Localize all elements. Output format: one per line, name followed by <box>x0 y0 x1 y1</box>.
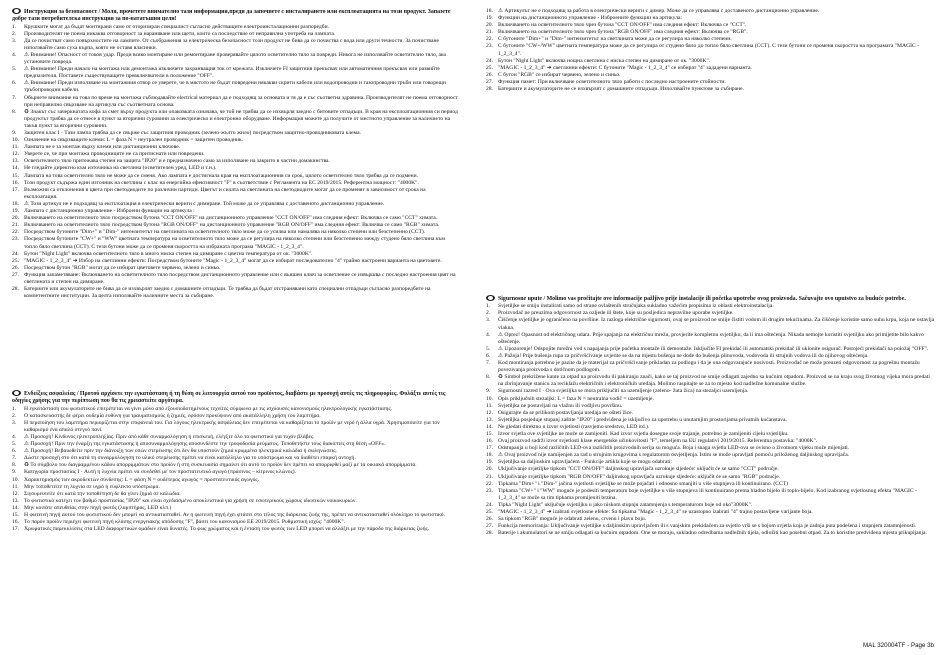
section-heading: Sigurnosne upute / Molimo vas pročitajte ove informacije pažljivo prije instalacije ili početka upotrebe ovog proizvoda. Sačuvajte ovo uputstvo za buduće potrebe. <box>486 295 936 303</box>
list-item <box>12 272 460 286</box>
item-number: 20. <box>486 466 493 473</box>
item-number: 25. <box>486 509 493 516</box>
item-number: 2. <box>486 310 491 317</box>
item-text: Osigurajte da se prilikom postavljanja uređaja ne ošteti žice. <box>498 409 633 416</box>
list-item <box>486 523 936 530</box>
list-item <box>12 477 460 484</box>
item-number: 9. <box>12 130 17 136</box>
item-number: 5. <box>12 441 17 448</box>
item-text: Защитен клас I · Тази лампа трябва да се свърже със защитния проводник (зелено-жълто жило) посредством защитно-проводниковата клема. <box>24 130 361 136</box>
item-number: 18. <box>486 8 493 14</box>
instruction-list <box>486 8 936 93</box>
list-item <box>12 505 460 512</box>
item-text: Уверете се, че при монтажа проводниците не са притиснати или повредени. <box>24 151 205 158</box>
item-number: 5. <box>486 345 491 352</box>
item-number: 14. <box>12 504 19 511</box>
item-text: Включването на осветителното тяло чрез бутона "CCT ON/OFF" има следния ефект: Включва се "CCT". <box>498 22 747 29</box>
item-number: 23. <box>486 487 493 494</box>
item-number: 13. <box>486 416 493 423</box>
item-text: Proizvođač ne preuzima odgovornost za ozljede ili štete, koje su posljedica nepravilne uporabe svjetiljke. <box>498 310 734 317</box>
list-item <box>12 512 460 519</box>
item-number: 24. <box>486 57 493 64</box>
list-item <box>12 484 460 491</box>
item-number: 11. <box>12 483 19 490</box>
item-number: 3. <box>12 419 17 426</box>
item-number: 22. <box>12 229 19 236</box>
list-item <box>12 491 460 498</box>
language-flag-icon <box>12 390 21 396</box>
list-item <box>486 530 936 537</box>
item-number: 2. <box>12 30 17 37</box>
item-text: Функция запаметяване: Включването на осветителното тяло посредством дистанционното управление или с външен ключ за осветление се извършва с последно настроения цвят на светлината и степен на димиране. <box>24 271 456 285</box>
item-number: 24. <box>12 250 19 257</box>
list-item <box>486 410 936 417</box>
item-text: Батериите или акумулаторите не бива да се изхвърлят заедно с домашните отпадъци. Те трябва да бъдат отстранявани като специални отпадъци съгласно разпоредбите на компетентните институции. За целта използвайте наличните места за събиране. <box>24 286 431 300</box>
item-number: 5. <box>12 66 17 73</box>
item-number: 15. <box>12 172 19 179</box>
item-text: Включването на осветителното тяло посредством бутона "RGB ON/OFF" на дистанционното управление "RGB ON/OFF" има следния ефект: Включва се само "RGB" химата. <box>24 222 440 229</box>
list-item <box>486 452 936 459</box>
item-text: Sigurnosni razred I · Ova svjetiljka se mora priključiti na uzemljenje (zeleno- žuta žica) na stezaljci uzemljenja. <box>498 388 749 395</box>
item-text: ⚠ Προσοχή! Βεβαιωθείτε πριν την διάνοιξη των οπών στερέωσης ότι δεν θα υποστούν ζημιά κρυμμένα ηλεκτρικά καλώδια ή σωληνώσεις. <box>24 448 337 455</box>
item-text: Čišćenje svjetiljke je ograničeno na površine. Iz razloga električne sigurnosti, ovaj se proizvod ne smije čistiti vodom ili drugim tekućinama. Za čišćenje koristite samo suhu krpu, koja ne ostavlja vlakna. <box>498 317 935 331</box>
item-number: 17. <box>12 526 19 533</box>
item-number: 15. <box>12 512 19 518</box>
list-item <box>12 448 460 455</box>
item-text: Ο κατασκευαστής δε φέρει ουδεμία ευθύνη για τραυματισμούς ή ζημιές, εφόσον προκύψουν από ακατάλληλη χρήση του λαμπτήρα. <box>24 412 321 419</box>
list-item <box>486 374 936 388</box>
item-number: 8. <box>486 374 491 381</box>
item-text: Tipka "Night Light" uključuje svjetiljku u jako niskom stupnju zatamnjenja s temperaturom boje od oko"3000K". <box>498 501 753 508</box>
item-text: "MAGIC - 1_2_3_4" ➔ светлинни ефекти: С бутоните "Magic - 1_2_3_4" се избират "4" зададени варианта. <box>498 64 752 71</box>
item-text: Лампата на това осветително тяло не може да се сменя. Ако лампата е достигнала края на експлоатационния си срок, цялото осветително тяло трябва да се подмени. <box>24 172 419 179</box>
item-text: ⚠ Oprez! Opasnost od električnog udara. Prije spajanja na električnu mrežu, provjerite kompletnu svjetiljku, da li ima oštećenja. Nikada nemojte koristiti svjetiljku ako primijetite bilo kakvo oštećenje. <box>498 331 924 345</box>
list-item <box>486 474 936 481</box>
item-text: Бутон "Night Light" включва нощна светлина с ниска степен на димиране от ок. "3000K". <box>498 57 711 64</box>
item-number: 16. <box>12 519 19 526</box>
list-item <box>12 173 460 180</box>
item-text: Uključivanje svjetiljke tipkom "RGB ON/OFF" daljinskog upravljača uzrokuje sljedeće: uključit će se samo "RGB" područje. <box>498 473 781 480</box>
list-item <box>486 403 936 410</box>
item-text: Включването на осветителното тяло чрез бутона "RGB ON/OFF" има следния ефект: Включва се "RGB". <box>498 29 748 36</box>
list-item <box>12 31 460 38</box>
list-item <box>12 66 460 80</box>
list-item <box>12 236 460 250</box>
item-number: 23. <box>486 43 493 50</box>
item-text: ⚠ Този артикул не е подходящ за експлоатация в електрически вериги с димиране. Той може да се управлява с доставеното дистанционно управление. <box>24 200 385 207</box>
item-number: 9. <box>486 388 491 395</box>
item-text: Svjetiljka posjeduje stupanj zaštite "IP20" i predviđena je isključivo za upotrebu u unutarnjim prostorijama privatnih kućanstava. <box>498 416 787 423</box>
list-item <box>12 406 460 413</box>
item-text: Бутон "Night Light" включва осветителното тяло в много ниска степен на димиране с цветна температура от ок. "3000K". <box>24 250 313 257</box>
item-number: 1. <box>12 405 17 412</box>
item-number: 21. <box>486 473 493 480</box>
item-number: 3. <box>486 317 491 324</box>
item-number: 13. <box>12 158 19 165</box>
item-text: Посредством бутоните "Dim+" и "Dim-" интензитетът на светлината на осветителното тяло може да се усилва или намалява на няколко степени или безстепенно (CCT). <box>24 229 426 236</box>
list-item <box>486 65 936 72</box>
item-text: Лампата с дистанционно управление - Изброени функции на артикула : <box>24 208 195 215</box>
item-number: 19. <box>486 15 493 22</box>
list-item <box>486 43 936 57</box>
section-bulgarian-continued <box>486 8 936 93</box>
item-text: Ne gledati direktno u izvor svjetlosti (rasvjetno sredstvo, LED itd.). <box>498 423 650 430</box>
item-text: Не гледайте директно към източника на светлина (осветителен уред, LED и т.н.). <box>24 165 217 172</box>
item-text: Uključivanje svjetiljke tipkom "CCT ON/OFF" daljinskog upravljača uzrokuje sljedeće: uključit će se samo "CCT" područje. <box>498 466 779 473</box>
list-item <box>12 80 460 94</box>
item-number: 7. <box>12 455 17 462</box>
item-text: Odstupanja u boji kod različitih LED-ova različitih proizvodnih serija su moguća. Boja i snaga svjetla LED-ova se ovisno o životnom vijeku može mijenjati. <box>498 445 850 452</box>
item-text: Το παρόν προϊόν περιέχει φωτεινή πηγή κλάσης ενεργειακής απόδοσης "F", βάσει του κανονισμού ΕΕ 2019/2015. Ρυθμιστική ισχύς: "4000K". <box>24 519 346 526</box>
list-item <box>486 72 936 79</box>
item-number: 3. <box>12 37 17 44</box>
item-text: ⚠ Προσοχή! Κίνδυνος ηλεκτροπληξίας. Πριν από κάθε συναρμολόγηση ή επισκευή, ελέγξτε όλο το φωτιστικό για τυχόν βλάβες. <box>24 433 315 440</box>
item-text: Μην τοποθετείτε τη λυχνία σε υγρό ή εύφλεκτο υπόστρωμα. <box>24 483 160 490</box>
item-number: 7. <box>486 360 491 367</box>
item-text: ⚠ Внимание! Преди използване на монтажния отвор се уверете, че в мястото не бъдат повредени някакви скрити кабели или водопроводни и газопроводни тръби или говорещи тръбопроводни кабели. <box>24 80 446 94</box>
item-text: Лампата не е за монтаж върху клеми или дистанционни ключове. <box>24 144 181 151</box>
item-number: 11. <box>486 402 493 409</box>
item-text: ⚠ Upozorenje! Odspojite mrežni vod s napajanja prije početka montaže ili demontaže. Isključite FI prekidač ili automatski prekidač ili uklonite osigurač. Postojeći prekidači na položaj "OFF". <box>498 345 929 352</box>
list-item <box>486 388 936 395</box>
item-number: 1. <box>12 23 17 30</box>
list-item <box>486 346 936 353</box>
item-text: ♻ Simbol prekrižene kante za otpad na proizvodu ili pakiranju znači, kako se taj proizvod ne smije odlagati zajedno sa kućnim otpadom. Proizvod se na kraju svog životnog vijeka mora predati na zbrinjavanje stanicu za reciklažu električnih i elektroničkih uređaja. Molimo raspitajte se za to mjesto kod nadležne komunalne službe. <box>498 374 930 388</box>
item-text: Включването на осветителното тяло посредством бутона "CCT ON/OFF" на дистанционното управление "CCT ON/OFF" има следния ефект: Включва се само "CCT" химата. <box>24 215 438 222</box>
item-number: 27. <box>486 523 493 530</box>
list-item <box>12 265 460 272</box>
list-item <box>486 86 936 93</box>
item-number: 27. <box>12 271 19 278</box>
item-text: Да се почистват само повърхностите на лампите. От съображения за електрическа безопасност този продукт не бива да се почиства с вода или други течности. За почистване използвайте само суха кърпа, която не оставя власинки. <box>24 37 439 51</box>
item-number: 4. <box>12 51 17 58</box>
item-number: 27. <box>486 78 493 85</box>
item-text: ♻ Το σύμβολο του διαγραμμένου κάδου απορριμμάτων στο προϊόν ή στη συσκευασία σημαίνει ότι αυτό το προϊόν δεν πρέπει να απορριφθεί μαζί με τα οικιακά απορρίμματα. <box>24 462 417 469</box>
list-item <box>486 424 936 431</box>
item-text: Батериите и акумулаторите не се изхвърлят с домашните отпадъци. Използвайте пунктове за събиране. <box>498 86 745 93</box>
item-number: 14. <box>12 165 19 172</box>
item-number: 19. <box>486 459 493 466</box>
item-text: Η φωτεινή πηγή αυτού του φωτιστικού δεν μπορεί να αντικατασταθεί. Αν η φωτεινή πηγή έχει φτάσει στο τέλος της διάρκειας ζωής της, πρέπει να αντικατασταθεί ολόκληρο το φωτιστικό. <box>24 512 445 518</box>
item-text: Funkcija memoriranja: Uključivanje svjetiljke s daljinskim upravljačem ili s vanjskim prekidačem za svjetlo vrši se s bojom svjetla koja je zadnja puta podešena i stupnjem zatamnjenosti. <box>498 523 917 530</box>
item-text: Посредством бутоните "CW+" и "WW" цветната температура на осветителното тяло може да се регулира на няколко степени или безстепенно между студено бяло светлина към топло бяло светлина (CCT). С тези бутони може да се променя скоростта на избраната програма "MAGIC - 1_2_3_4". <box>24 236 445 250</box>
section-heading: Ενδείξεις ασφαλείας / Προτού αρχίσετε την εγκατάσταση ή τη θέση σε λειτουργία αυτού του προϊόντος, διαβάστε με προσοχή αυτές τις πληροφορίες. Φυλάξτε αυτές τις οδηγίες χρήσης για την περίπτωση που θα τις χρειαστείτε αργότερα. <box>12 391 446 405</box>
item-text: Izvor svjetla ove svjetiljke ne može se zamijeniti. Kad izvor svjetla dosegne svoje trajanje, potrebno je zamijeniti cijelu svjetiljku. <box>498 430 789 437</box>
item-text: ⚠ Pažnja! Prije bušenja rupa za pričvršćivanje uvjerite se da na mjestu bušenja ne dođe do bušenja plinovoda, vodovoda ili strujnih vodova ili do njihovog oštećenja. <box>498 352 869 359</box>
list-item <box>12 251 460 258</box>
item-number: 18. <box>486 452 493 459</box>
item-number: 18. <box>12 200 19 207</box>
list-item <box>486 396 936 403</box>
item-number: 20. <box>486 22 493 29</box>
section-croatian <box>486 295 936 537</box>
item-text: Svjetiljka ne postavljati na vlažnu ili vodljivu površinu. <box>498 402 623 409</box>
item-number: 28. <box>486 86 493 93</box>
list-item <box>12 413 460 420</box>
list-item <box>12 165 460 172</box>
item-number: 8. <box>12 462 17 469</box>
list-item <box>12 286 460 300</box>
list-item <box>12 24 460 31</box>
item-number: 15. <box>486 430 493 437</box>
item-text: Η περιποίηση του λαμπτήρα περιορίζεται στην επιφάνειά του. Για λόγους ηλεκτρικής ασφάλειας δεν επιτρέπεται να καθαρίζεται το προϊόν με νερό ή άλλα υγρά. Χρησιμοποιείτε για τον καθαρισμό ένα απαλό στεγνό πανί. <box>24 419 440 433</box>
item-text: Baterije i akumulatori se ne smiju odlagati sa kućnim otpadom. One se moraju, sukladno odredbama nadležnih tijela, odložiti kao posebni otpad. Za to koristite predviđena mjesta prikupljanja. <box>498 530 927 537</box>
item-number: 16. <box>12 179 19 186</box>
list-item <box>486 79 936 86</box>
list-item <box>486 488 936 502</box>
list-item <box>486 481 936 488</box>
item-number: 22. <box>486 480 493 487</box>
item-text: Το φωτιστικό κατέχει τον βαθμό προστασίας "IP20" και είναι σχεδιασμένο αποκλειστικά για χρήση σε εσωτερικούς χώρους ιδιωτικών νοικοκυριών. <box>24 497 357 504</box>
item-text: ⚠ Артикулът не е подходящ за работа в електрически вериги с димер. Може да се управлява с доставеното дистанционно управление. <box>498 8 820 14</box>
list-item <box>12 95 460 109</box>
list-item <box>486 516 936 523</box>
item-number: 22. <box>486 36 493 43</box>
list-item <box>486 509 936 516</box>
item-text: Η εγκατάσταση του φωτιστικού επιτρέπεται να γίνει μόνο από εξουσιοδοτημένους τεχνίτες σύμφωνα με τις ισχύουσες κανονισμούς ηλεκτρολογικής εγκατάστασης. <box>24 405 393 412</box>
item-number: 6. <box>12 80 17 87</box>
list-item <box>486 353 936 360</box>
item-text: Обърнете внимание на това по време на монтажа съблюдавайте electrical материал да е подходящ за основата и тя да е със съответна здравина. Производителят не поема отговорност при неправилно свързване на артикула със съответната основа. <box>24 94 458 108</box>
item-text: Производителят не поема никаква отговорност за нараняване или щети, които са последствие от неправилна употреба на лампата. <box>24 30 336 37</box>
item-text: С бутоните "Dim+" и "Dim-" интензитетът на светлината може да се регулира на няколко степени. <box>498 36 732 43</box>
list-item <box>12 420 460 434</box>
list-item <box>12 52 460 66</box>
item-number: 12. <box>12 151 19 158</box>
item-text: ♻ Знакът със зачеркнатата кофа за смет върху продукта или опаковката означава, че той не трябва да се изхвърля заедно с битовите отпадъци. В края на експлоатационния си период продуктът трябва да се отнесе в пункт за вторични суровини за електрическо и електронно оборудване. Информация можете да получите от местното управление за наличието на такъв пункт за вторични суровини. <box>24 108 458 129</box>
list-item <box>12 526 460 533</box>
item-number: 6. <box>486 352 491 359</box>
item-text: Tipkama "Dim+" i "Dim-" jačina svjetlosti svjetiljke se može pojačati i odnosno smanjiti u više stupnjeva ili kontinuirano. (CCT) <box>498 480 789 487</box>
list-item <box>12 258 460 265</box>
item-text: Означение на свързващите клеми: L = фаза N = неутрален проводник = защитен проводник. <box>24 137 244 144</box>
list-item <box>12 498 460 505</box>
item-text: Χρωματικές παρεκκλίσεις στα LED διαφορετικών ομάδων είναι δυνατές. Το φως χρώματος και η ένταση του φωτός των LED μπορεί να αλλάζει με την πάροδο της διάρκειας ζωής. <box>24 526 430 533</box>
item-text: С бутоните "CW+/WW" цветната температура може да се регулира от студено бяло до топло бяло светлина (CCT). С тези бутони се променя скоростта на програмата "MAGIC - 1_2_3_4". <box>498 43 919 57</box>
item-number: 21. <box>12 222 19 229</box>
item-text: Този продукт съдържа един източник на светлина с клас на енергийна ефективност "F" в съответствие с Регламента на ЕС 2019/2015. Референтна мощност: "4000K". <box>24 179 419 186</box>
list-item <box>12 151 460 158</box>
list-item <box>486 58 936 65</box>
item-number: 17. <box>12 186 19 193</box>
item-number: 8. <box>12 108 17 115</box>
list-item <box>486 438 936 445</box>
instruction-list <box>12 406 460 534</box>
list-item <box>12 469 460 476</box>
item-number: 21. <box>486 29 493 36</box>
item-number: 24. <box>486 501 493 508</box>
section-bulgarian <box>12 8 460 300</box>
section-greek <box>12 390 460 533</box>
list-item <box>486 459 936 466</box>
list-item <box>12 434 460 441</box>
instruction-list <box>12 24 460 301</box>
item-number: 25. <box>486 64 493 71</box>
list-item <box>12 144 460 151</box>
item-text: ⚠ Внимание! Преди начало на монтажа или демонтажа изключете захранващия ток от мрежата. Изключете FI защитния прекъсвач или автоматичния прекъсвач или развийте предпазителя. Поставете съществуващите превключватели в положение "OFF". <box>24 66 440 80</box>
item-number: 13. <box>12 497 19 504</box>
item-number: 14. <box>486 423 493 430</box>
list-item <box>12 187 460 201</box>
item-text: Svjetiljke se smiju instalirati samo od strane ovlaštenih stručnjaka sukladno važećim propisima iz oblasti elektroinstalacija. <box>498 303 774 310</box>
item-number: 10. <box>12 137 19 144</box>
list-item <box>12 201 460 208</box>
item-number: 4. <box>12 433 17 440</box>
item-text: Μην κοιτάτε απευθείας στην πηγή φωτός (λαμπτήρας, LED κλπ.) <box>24 504 172 511</box>
item-text: ⚠ Внимание! Опасност от токов удар. Преди всяко монтиране или ремонтиране проверявайте цялото осветително тяло за повреди. Никога не използвайте осветително тяло, ако установите повреда. <box>24 51 447 66</box>
item-number: 23. <box>12 236 19 243</box>
item-number: 10. <box>486 395 493 402</box>
item-number: 26. <box>486 71 493 78</box>
item-number: 26. <box>12 264 19 271</box>
item-text: Осветителното тяло притежава степен на защита "IP20" и е предназначено само за използване на закрито в частни домакинства. <box>24 158 330 165</box>
item-text: Σιγουρευτείτε ότι κατά την τοποθέτηση δε θα γίνει ζημιά σε καλώδια. <box>24 490 181 497</box>
list-item <box>486 431 936 438</box>
item-text: Функция памет: При включване осветителното тяло работи с последно настроените стойности. <box>498 78 726 85</box>
item-number: 1. <box>486 303 491 310</box>
item-number: 28. <box>12 286 19 293</box>
item-number: 6. <box>12 448 17 455</box>
item-number: 2. <box>12 412 17 419</box>
list-item <box>486 360 936 374</box>
item-text: "MAGIC - 1_2_3_4" ➔ izabrati svjetlosne efekte: Sa tipkama "Magic - 1_2_3_4" se uzastopno izabrati "4" trajno postavljene varijante boja. <box>498 509 813 516</box>
item-text: ⚠ Προσοχή! Πριν την έναρξη της εγκατάστασης ή αποσυναρμολόγησης αποσυνδέστε την τροφοδοσία ρεύματος. Τοποθετήστε τους διακόπτες στη θέση «OFF». <box>24 441 386 448</box>
item-number: 4. <box>486 331 491 338</box>
list-item <box>486 303 936 310</box>
item-text: Функции на дистанционното управление - Изброените функции на артикула: <box>498 15 683 22</box>
item-number: 12. <box>486 409 493 416</box>
section-heading: Инструкции за безопасност / Моля, прочетете внимателно тази информация,преди да започнете с инсталирането или експлоатацията на този продукт. Запазете добре тази потребителска инструкция за по-нататъшни цели! <box>12 9 451 23</box>
list-item <box>12 38 460 52</box>
item-text: Възможни са отклонения в цвета при светодиодите по различни партиди. Цветът и силата на светлината на светодиодите могат да се променят в зависимост от срока на експлоатация. <box>24 186 426 200</box>
item-text: Opis priključnih stezaljki: L = faza N = neutralna vodič = uzemljenje. <box>498 395 654 402</box>
item-number: 12. <box>12 490 19 497</box>
instruction-list <box>486 303 936 537</box>
item-number: 26. <box>486 516 493 523</box>
item-number: 25. <box>12 257 19 264</box>
list-item <box>486 317 936 331</box>
language-flag-icon <box>486 295 495 301</box>
item-number: 17. <box>486 445 493 452</box>
list-item <box>486 332 936 346</box>
item-text: Sa tipkom "RGB" moguće je odabrati zelenu, crvenu i plavu boju. <box>498 516 647 523</box>
item-text: "MAGIC - 1_2_3_4" ➔ Избор на светлинни ефекти: Посредством бутоните "Magic - 1_2_3_4" могат да се избират последователно "4" трайно настроени варианта на цветовете. <box>24 257 442 264</box>
item-text: Крушките могат да бъдат монтирани само от оторизиран специалист съгласно действащите електроинсталационни разпоредби. <box>24 23 329 30</box>
item-number: 9. <box>12 469 17 476</box>
item-text: ⚠ Ovaj proizvod nije namijenjen za rad u strujnim krugovima s regulatorom osvjetljenja. Istim se može upravljati pomoću priloženog daljinskog upravljača. <box>498 452 850 459</box>
item-number: 16. <box>486 438 493 445</box>
item-number: 10. <box>12 476 19 483</box>
list-item <box>486 502 936 509</box>
item-text: Посредством бутон "RGB" могат да се избират цветовете червено, зелено и синьо. <box>24 264 221 271</box>
item-number: 11. <box>12 144 19 151</box>
item-number: 7. <box>12 94 17 101</box>
item-text: Χαρακτηρισμός των ακροδεκτών σύνδεσης: L = φάση N = ουδέτερος αγωγός = προστατευτικός αγωγός. <box>24 476 259 483</box>
item-text: Tipkama "CW+" i "WW" moguće je podesiti temperaturu boje svjetiljke u više stupnjeva ili kontinuirano prema hladno bijelo ili toplo-bijelo. Kod izabranog svjetlosnog efekta "MAGIC - 1_2_3_4" se može sa tim tipkama promijeniti brzina. <box>498 487 917 501</box>
list-item <box>486 417 936 424</box>
list-item <box>486 466 936 473</box>
item-text: Ovaj proizvod sadrži izvor svjetlosti klase energetske učinkovitosti "F", temeljem na EU regulativi 2019/2015. Referentna postavka: "4000K". <box>498 438 818 445</box>
item-number: 20. <box>12 215 19 222</box>
item-text: Κατηγορία προστασίας I · Αυτή η λυχνία πρέπει να συνδεθεί με τον προστατευτικό αγωγό (πράσινος – κίτρινος κλώνος). <box>24 469 297 476</box>
item-text: Kod montiranja potrebno je pazite da je materijal za pričvršćivanje prikladan za podlogu i da je ona odgovarajuće nosivosti. Proizvođač ne može preuzeti odgovornost za pogrešnu montažu povezivanja proizvoda s dotičnom podlogom. <box>498 360 920 374</box>
item-text: Δώστε προσοχή στο ότι κατά τη συναρμολόγηση το υλικό στερέωσης πρέπει να είναι κατάλληλο για το υπόστρωμα και να διαθέτει επαρκή αντοχή. <box>24 455 356 462</box>
page-footer: MAL 320004TF - Page 3b <box>863 642 934 649</box>
language-flag-icon <box>12 8 21 14</box>
item-number: 19. <box>12 208 19 215</box>
list-item <box>12 137 460 144</box>
item-text: С бутон "RGB" се избират червено, зелено и синьо. <box>498 71 621 78</box>
item-number: 28. <box>486 530 493 537</box>
list-item <box>12 109 460 130</box>
item-text: Svjetiljka sa daljinskim upravljačem - Funkcije artikla koje se mogu odabrati: <box>498 459 672 466</box>
list-item <box>12 180 460 187</box>
